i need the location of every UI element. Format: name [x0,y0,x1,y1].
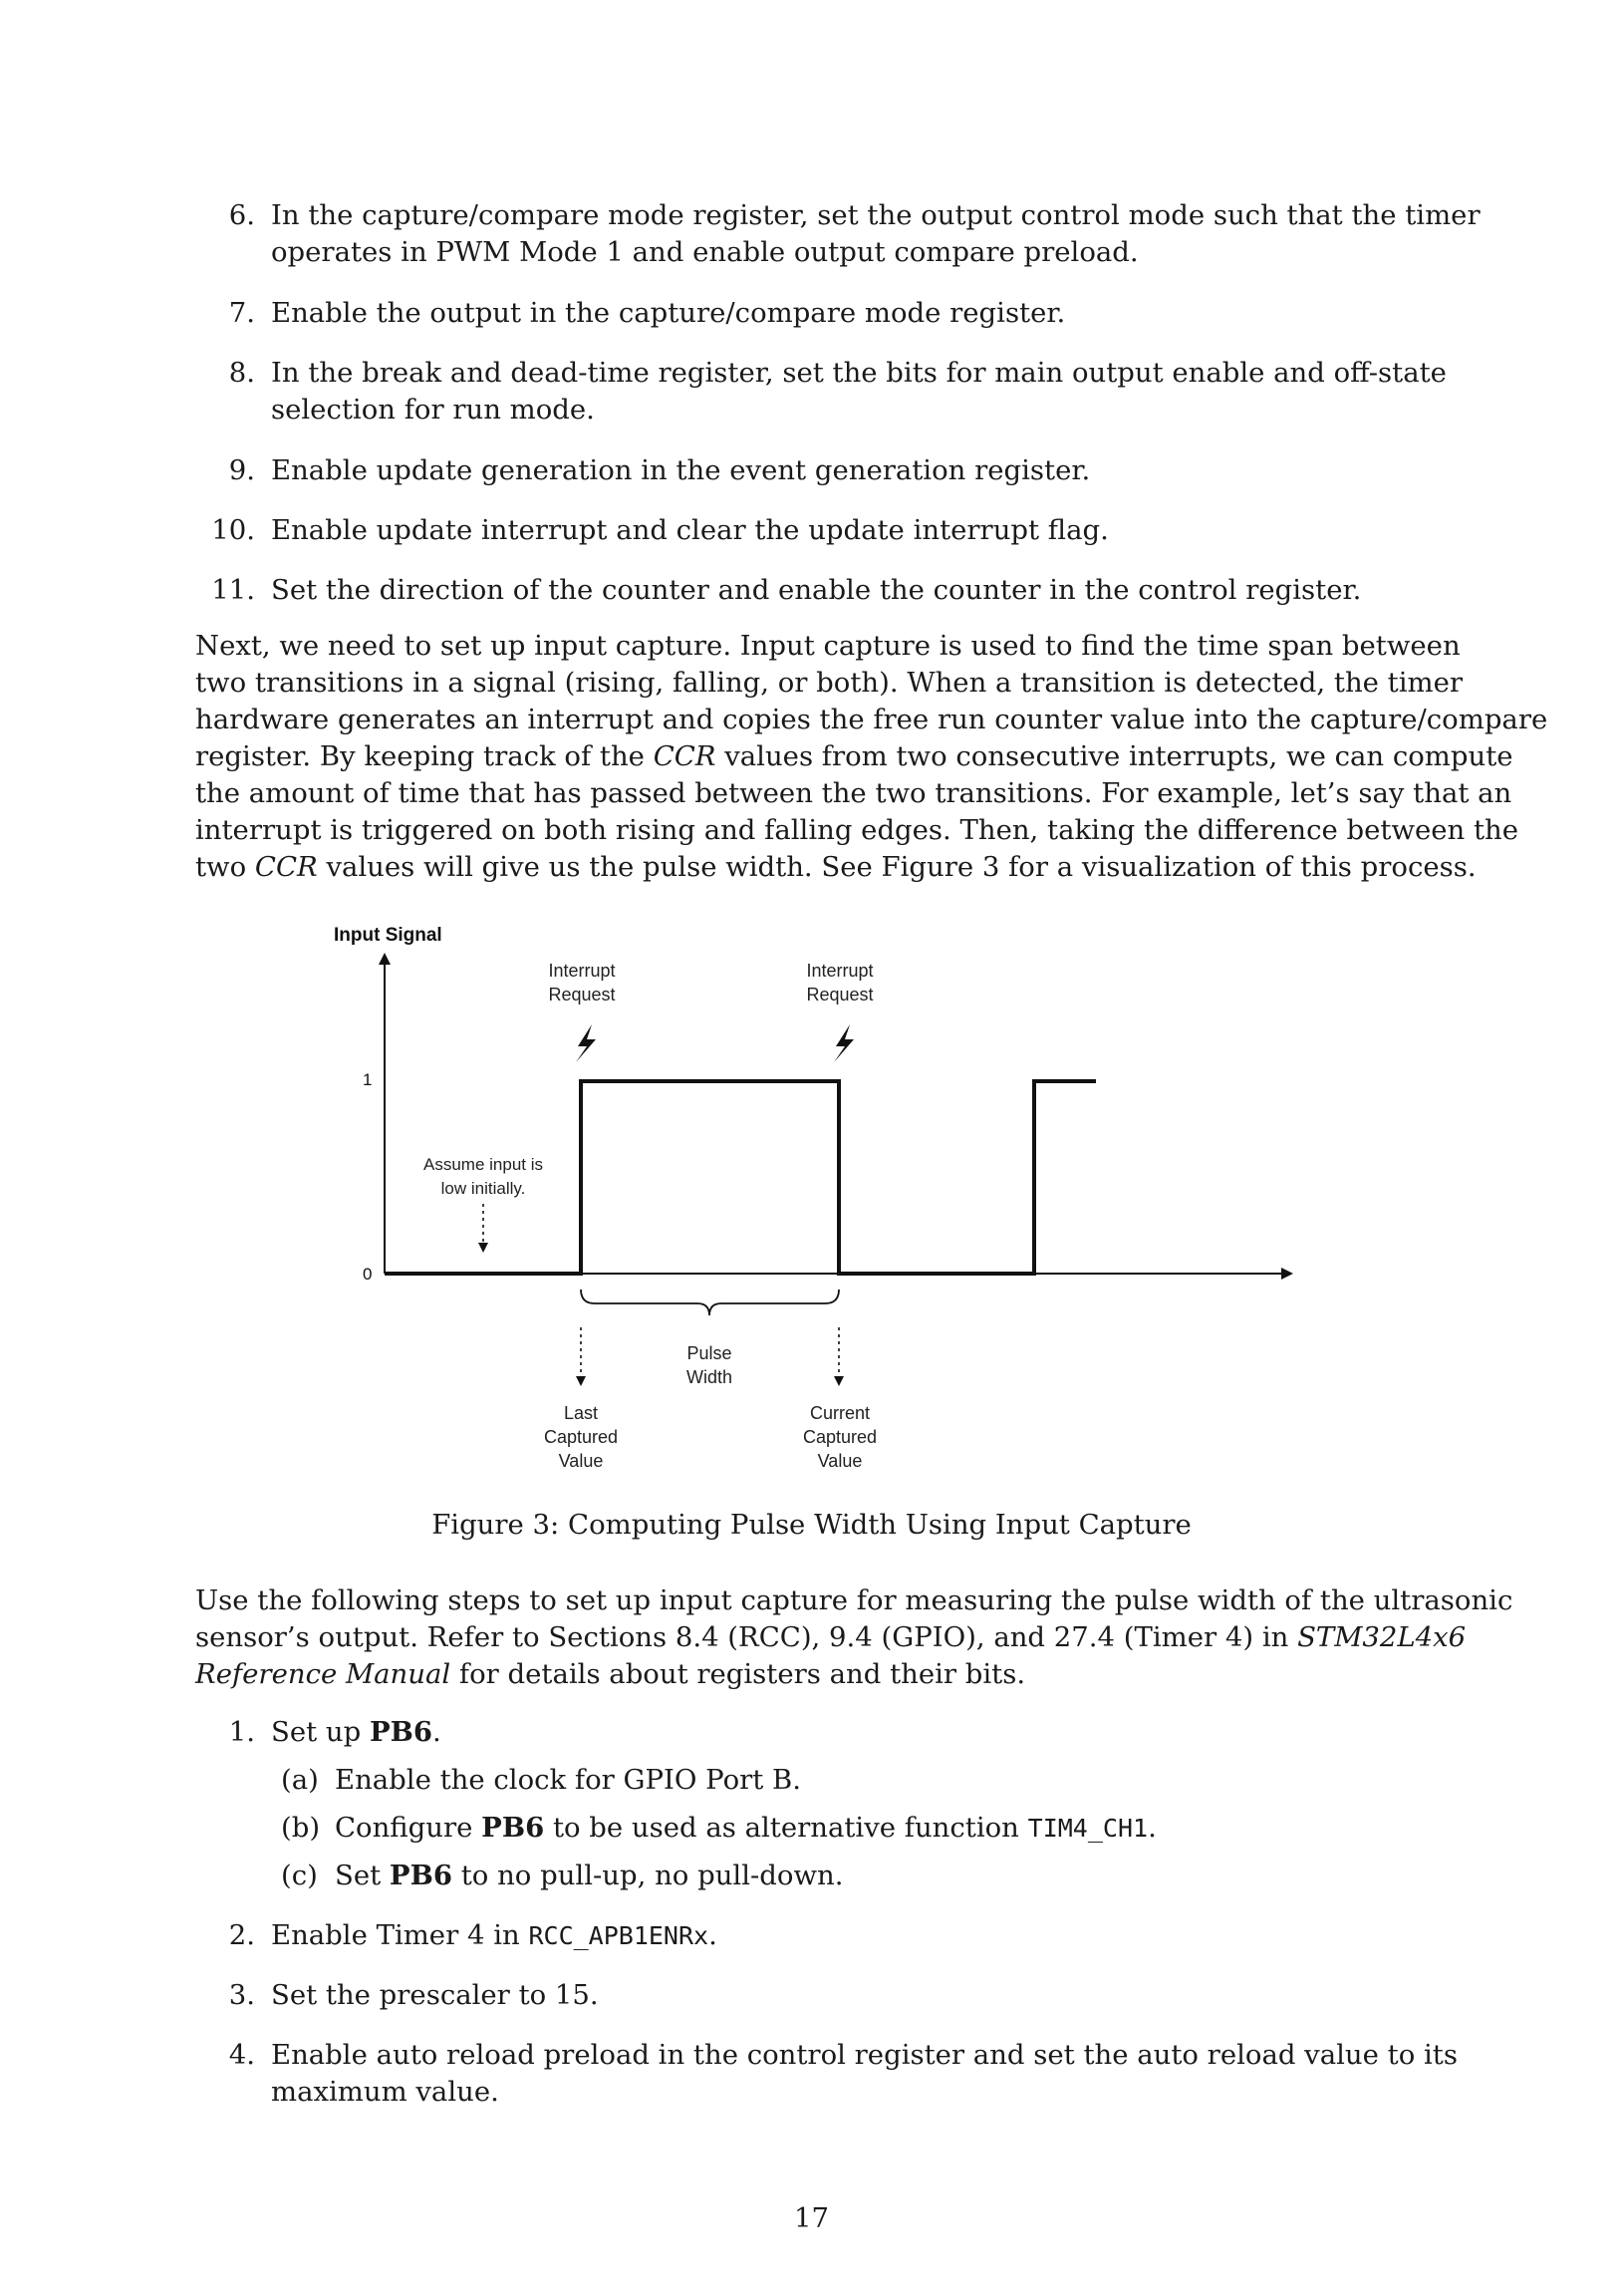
lightning-icon [576,1024,596,1062]
paragraph-line: Use the following steps to set up input capture for measuring the pulse width of the ultrasonic [195,1584,1513,1616]
pin-name: PB6 [389,1860,452,1891]
pulse-width-diagram [0,897,1623,1495]
list-number: 11. [211,574,255,606]
paragraph-line: Reference Manual for details about registers and their bits. [195,1658,1026,1690]
sub-item-text: Configure PB6 to be used as alternative function TIM4_CH1. [335,1812,1157,1844]
paragraph-line: two transitions in a signal (rising, falling, or both). When a transition is detected, the timer [195,667,1464,699]
list-item-3 [195,1977,1429,2014]
sub-item-label: (b) [281,1812,321,1844]
list-text: Enable Timer 4 in RCC_APB1ENRx. [271,1919,717,1951]
list-number: 6. [228,199,255,231]
list-number: 3. [228,1979,255,2011]
list-text: Set up PB6. [271,1716,441,1748]
list-number: 4. [228,2039,255,2071]
list-text: Set the direction of the counter and enable the counter in the control register. [271,574,1362,606]
sub-item-label: (a) [281,1764,319,1796]
interrupt-request-label-2: Interrupt [806,961,874,981]
list-item-8 [195,355,1447,429]
sub-item-text: Enable the clock for GPIO Port B. [335,1764,802,1796]
list-text: In the capture/compare mode register, set the output control mode such that the timer operates in PWM Mode 1 and enable output compare preload. [271,199,1481,268]
ccr-term: CCR [254,851,318,883]
paragraph-setup-steps [195,1582,1513,1693]
list-text: Enable the output in the capture/compare mode register. [271,297,1066,329]
list-text: In the break and dead-time register, set the bits for main output enable and off-state selection for run mode. [271,357,1447,426]
last-captured-label: Value [558,1451,604,1471]
interrupt-request-label-1: Interrupt [548,961,616,981]
signal-waveform [385,1081,1096,1274]
paragraph-line: two CCR values will give us the pulse width. See Figure 3 for a visualization of this process. [195,851,1477,883]
paragraph-line: hardware generates an interrupt and copies the free run counter value into the capture/compare [195,704,1548,735]
paragraph-line: sensor’s output. Refer to Sections 8.4 (RCC), 9.4 (GPIO), and 27.4 (Timer 4) in STM32L4x6 [195,1621,1467,1653]
list-item-11 [195,572,1429,609]
assume-low-note: Assume input is [423,1155,543,1174]
paragraph-input-capture [195,628,1548,886]
manual-name: Reference Manual [195,1658,451,1690]
paragraph-line: Next, we need to set up input capture. Input capture is used to find the time span between [195,630,1461,662]
list-item-9 [195,452,1429,489]
list-item-10 [195,512,1429,549]
ccr-term: CCR [653,740,716,772]
list-text: Enable update generation in the event generation register. [271,454,1091,486]
list-item-6 [195,197,1481,271]
lightning-icon [834,1024,854,1062]
list-item-7 [195,295,1429,332]
pin-name: PB6 [369,1716,433,1748]
list-number: 8. [228,357,255,389]
paragraph-line: register. By keeping track of the CCR values from two consecutive interrupts, we can compute [195,740,1513,772]
interrupt-request-label-1: Request [548,985,616,1004]
last-captured-label: Last [563,1403,599,1423]
page-number: 17 [794,2202,829,2234]
pulse-width-label: Width [685,1367,733,1387]
paragraph-line: interrupt is triggered on both rising and falling edges. Then, taking the difference between the [195,814,1519,846]
register-code: RCC_APB1ENRx [528,1921,709,1950]
manual-name: STM32L4x6 [1297,1621,1467,1653]
list-text: Set the prescaler to 15. [271,1979,599,2011]
y-axis-label: Input Signal [334,925,442,946]
list-item-4 [195,2037,1458,2111]
sub-item-text: Set PB6 to no pull-up, no pull-down. [335,1860,844,1891]
current-captured-label: Current [809,1403,871,1423]
current-captured-label: Value [817,1451,863,1471]
pulse-width-brace [581,1290,839,1315]
pulse-width-label: Pulse [686,1343,732,1363]
list-text: Enable auto reload preload in the control register and set the auto reload value to its maximum value. [271,2039,1458,2108]
interrupt-request-label-2: Request [806,985,874,1004]
tick-label-high: 1 [363,1070,373,1089]
current-captured-label: Captured [802,1427,878,1447]
list-item-2 [195,1917,1429,1954]
list-item-1 [195,1714,1429,1751]
list-number: 2. [228,1919,255,1951]
assume-low-note: low initially. [440,1179,526,1198]
paragraph-line: the amount of time that has passed between the two transitions. For example, let’s say that an [195,777,1512,809]
function-code: TIM4_CH1 [1027,1814,1149,1843]
list-number: 7. [228,297,255,329]
list-number: 1. [228,1716,255,1748]
list-number: 9. [228,454,255,486]
pin-name: PB6 [481,1812,545,1844]
figure-caption: Figure 3: Computing Pulse Width Using Input Capture [431,1509,1192,1541]
sub-item-label: (c) [281,1860,318,1891]
list-number: 10. [211,514,255,546]
last-captured-label: Captured [543,1427,619,1447]
tick-label-low: 0 [363,1265,373,1284]
list-text: Enable update interrupt and clear the update interrupt flag. [271,514,1109,546]
